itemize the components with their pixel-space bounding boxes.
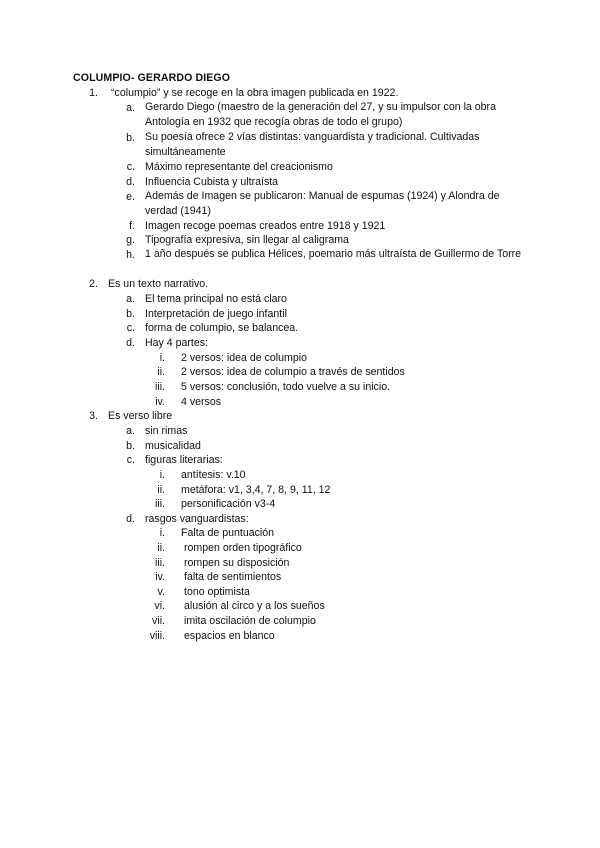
part-ii-text: 2 versos: idea de columpio a través de sentidos — [181, 366, 405, 378]
rasgo-vii-marker: vii. — [152, 615, 165, 627]
part-iii-marker: iii. — [154, 381, 165, 393]
section-2-marker: 2. — [89, 278, 98, 290]
item-1d-text: Influencia Cubista y ultraísta — [145, 176, 279, 188]
part-i-marker: i. — [159, 352, 165, 364]
rasgo-viii-marker: viii. — [149, 630, 165, 642]
rasgo-iv-text: falta de sentimientos — [184, 571, 282, 583]
section-3-text: Es verso libre — [108, 410, 173, 422]
item-2b-text: Interpretación de juego infantil — [145, 308, 287, 320]
item-1a-text: Gerardo Diego (maestro de la generación del 27, y su impulsor con la obra Antología en 1932 que recogía obras de todo el grupo) — [145, 101, 496, 128]
item-1f-text: Imagen recoge poemas creados entre 1918 y 1921 — [145, 220, 386, 232]
item-1e-text: Además de Imagen se publicaron: Manual de espumas (1924) y Alondra de verdad (1941) — [145, 190, 500, 217]
part-iv-text: 4 versos — [181, 396, 222, 408]
item-2d-text: Hay 4 partes: — [145, 337, 209, 349]
rasgo-ii-text: rompen orden tipográfico — [184, 542, 302, 554]
item-3a-marker: a. — [126, 425, 135, 437]
item-3b-marker: b. — [126, 440, 135, 452]
item-1g-marker: g. — [126, 234, 135, 246]
rasgo-iii-marker: iii. — [154, 557, 165, 569]
figura-ii-text: metáfora: v1, 3,4, 7, 8, 9, 11, 12 — [181, 484, 331, 496]
item-1b-marker: b. — [126, 132, 135, 144]
rasgo-vi-marker: vi. — [154, 600, 165, 612]
item-1e-marker: e. — [126, 191, 135, 203]
item-1a-marker: a. — [126, 102, 135, 114]
item-1f-marker: f. — [129, 220, 135, 232]
section-3-marker: 3. — [89, 410, 98, 422]
rasgo-vi-text: alusión al circo y a los sueños — [184, 600, 325, 612]
part-i-text: 2 versos: idea de columpio — [181, 352, 308, 364]
rasgo-iv-marker: iv. — [155, 571, 165, 583]
item-1h-marker: h. — [126, 249, 135, 261]
item-3d-marker: d. — [126, 513, 135, 525]
part-iv-marker: iv. — [155, 396, 165, 408]
rasgo-iii-text: rompen su disposición — [184, 557, 290, 569]
item-1c-text: Máximo representante del creacionismo — [145, 161, 333, 173]
rasgo-i-marker: i. — [159, 527, 165, 539]
figura-i-text: antítesis: v.10 — [181, 469, 246, 481]
item-2a-marker: a. — [126, 293, 135, 305]
rasgo-ii-marker: ii. — [157, 542, 165, 554]
item-3b-text: musicalidad — [145, 440, 201, 452]
figura-iii-marker: iii. — [154, 498, 165, 510]
item-1d-marker: d. — [126, 176, 135, 188]
rasgo-i-text: Falta de puntuación — [181, 527, 275, 539]
item-2b-marker: b. — [126, 308, 135, 320]
rasgo-v-text: tono optimista — [184, 586, 250, 598]
section-1-text: “columpio” y se recoge en la obra imagen publicada en 1922. — [111, 87, 399, 99]
item-1g-text: Tipografía expresiva, sin llegar al caligrama — [145, 234, 349, 246]
item-2c-marker: c. — [126, 322, 135, 334]
item-3c-marker: c. — [126, 454, 135, 466]
item-3a-text: sin rimas — [145, 425, 188, 437]
rasgo-v-marker: v. — [157, 586, 165, 598]
item-3c-text: figuras literarias: — [145, 454, 223, 466]
figura-iii-text: personificación v3-4 — [181, 498, 276, 510]
item-1b-text: Su poesía ofrece 2 vías distintas: vanguardista y tradicional. Cultivadas simultáneamente — [145, 131, 480, 158]
item-2d-marker: d. — [126, 337, 135, 349]
part-ii-marker: ii. — [157, 366, 165, 378]
item-2a-text: El tema principal no está claro — [145, 293, 287, 305]
item-2c-text: forma de columpio, se balancea. — [145, 322, 299, 334]
document-title: COLUMPIO- GERARDO DIEGO — [73, 72, 231, 84]
rasgo-vii-text: imita oscilación de columpio — [184, 615, 316, 627]
figura-ii-marker: ii. — [157, 484, 165, 496]
item-1c-marker: c. — [126, 161, 135, 173]
item-1h-text: 1 año después se publica Hélices, poemario más ultraísta de Guillermo de Torre — [145, 248, 522, 260]
section-1-marker: 1. — [89, 87, 98, 99]
figura-i-marker: i. — [159, 469, 165, 481]
item-3d-text: rasgos vanguardistas: — [145, 513, 249, 525]
rasgo-viii-text: espacios en blanco — [184, 630, 275, 642]
part-iii-text: 5 versos: conclusión, todo vuelve a su inicio. — [181, 381, 391, 393]
section-2-text: Es un texto narrativo. — [108, 278, 209, 290]
